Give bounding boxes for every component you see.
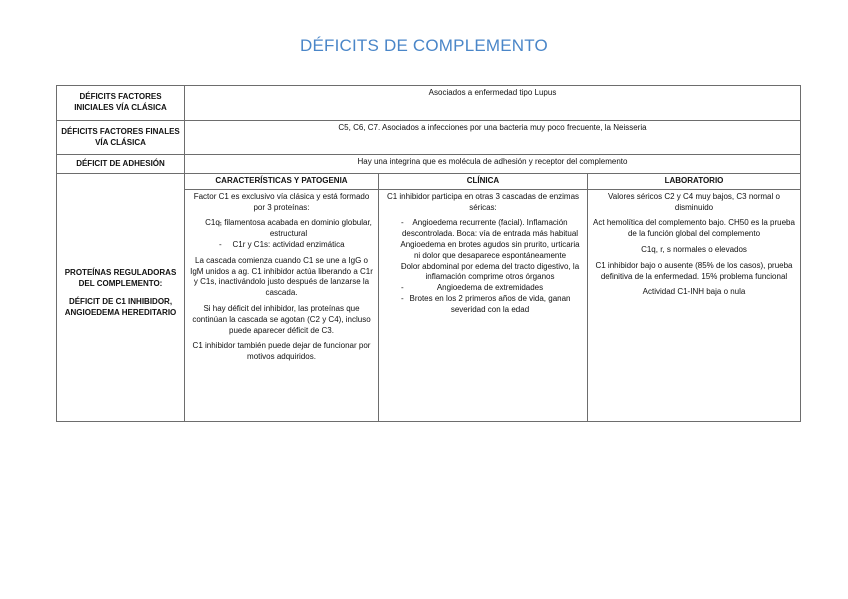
lab-text-4: C1 inhibidor bajo o ausente (85% de los casos), prueba definitiva de la enfermedad. 15% problema funcional xyxy=(595,260,793,281)
row-value-finales: C5, C6, C7. Asociados a infecciones por una bacteria muy poco frecuente, la Neisseria xyxy=(185,121,801,155)
list-item: - C1q, filamentosa acabada en dominio globular, estructural xyxy=(189,218,374,240)
clinica-list xyxy=(383,218,583,315)
row-label-finales: DÉFICITS FACTORES FINALES VÍA CLÁSICA xyxy=(57,121,185,155)
lab-text-2: Act hemolítica del complemento bajo. CH50 es la prueba de la función global del complemento xyxy=(593,218,795,239)
row-reguladoras-headers xyxy=(57,174,801,190)
list-item: - C1r y C1s: actividad enzimática xyxy=(189,240,374,251)
car-text-3: Si hay déficit del inhibidor, las proteínas que continúan la cascada se agotan (C2 y C4), incluso puede aparecer déficit de C3. xyxy=(192,303,371,335)
clinica-intro: C1 inhibidor participa en otras 3 cascadas de enzimas séricas: xyxy=(386,191,580,212)
car-text-1: Factor C1 es exclusivo vía clásica y está formado por 3 proteínas: xyxy=(193,191,370,212)
row-value-iniciales: Asociados a enfermedad tipo Lupus xyxy=(185,86,801,121)
row-value-adhesion: Hay una integrina que es molécula de adhesión y receptor del complemento xyxy=(185,155,801,174)
lab-text-3: C1q, r, s normales o elevados xyxy=(641,244,747,254)
list-item: - Angioedema recurrente (facial). Inflamación descontrolada. Boca: vía de entrada más habitual xyxy=(383,218,583,240)
header-laboratorio: LABORATORIO xyxy=(588,174,801,190)
row-label-adhesion: DÉFICIT DE ADHESIÓN xyxy=(57,155,185,174)
reguladoras-label-2: DÉFICIT DE C1 INHIBIDOR, ANGIOEDEMA HEREDITARIO xyxy=(64,297,177,318)
cell-caracteristicas xyxy=(185,189,379,421)
list-item: - Angioedema de extremidades xyxy=(383,283,583,294)
list-item: - Angioedema en brotes agudos sin prurito, urticaria ni dolor que desaparece espontáneamente xyxy=(383,240,583,262)
lab-text-1: Valores séricos C2 y C4 muy bajos, C3 normal o disminuido xyxy=(608,191,780,212)
cell-clinica xyxy=(379,189,588,421)
car-text-4: C1 inhibidor también puede dejar de funcionar por motivos adquiridos. xyxy=(192,341,371,362)
row-label-iniciales: DÉFICITS FACTORES INICIALES VÍA CLÁSICA xyxy=(57,86,185,121)
header-caracteristicas: CARACTERÍSTICAS Y PATOGENIA xyxy=(185,174,379,190)
car-text-2: La cascada comienza cuando C1 se une a IgG o IgM unidos a ag. C1 inhibidor actúa liberando a C1r y C1s, inactivándolo justo después de lanzarse la cascada. xyxy=(190,255,373,298)
list-item: - Brotes en los 2 primeros años de vida, ganan severidad con la edad xyxy=(383,294,583,316)
list-item: - Dolor abdominal por edema del tracto digestivo, la inflamación comprime otros órganos xyxy=(383,262,583,284)
cell-laboratorio xyxy=(588,189,801,421)
car-list xyxy=(189,218,374,250)
reguladoras-label-1: PROTEÍNAS REGULADORAS DEL COMPLEMENTO: xyxy=(64,267,177,288)
header-clinica: CLÍNICA xyxy=(379,174,588,190)
page-title: DÉFICITS DE COMPLEMENTO xyxy=(300,36,548,55)
complement-deficits-table xyxy=(56,85,801,422)
row-finales xyxy=(57,121,801,155)
row-adhesion xyxy=(57,155,801,174)
lab-text-5: Actividad C1-INH baja o nula xyxy=(642,287,746,297)
row-label-reguladoras xyxy=(57,174,185,422)
row-iniciales xyxy=(57,86,801,121)
